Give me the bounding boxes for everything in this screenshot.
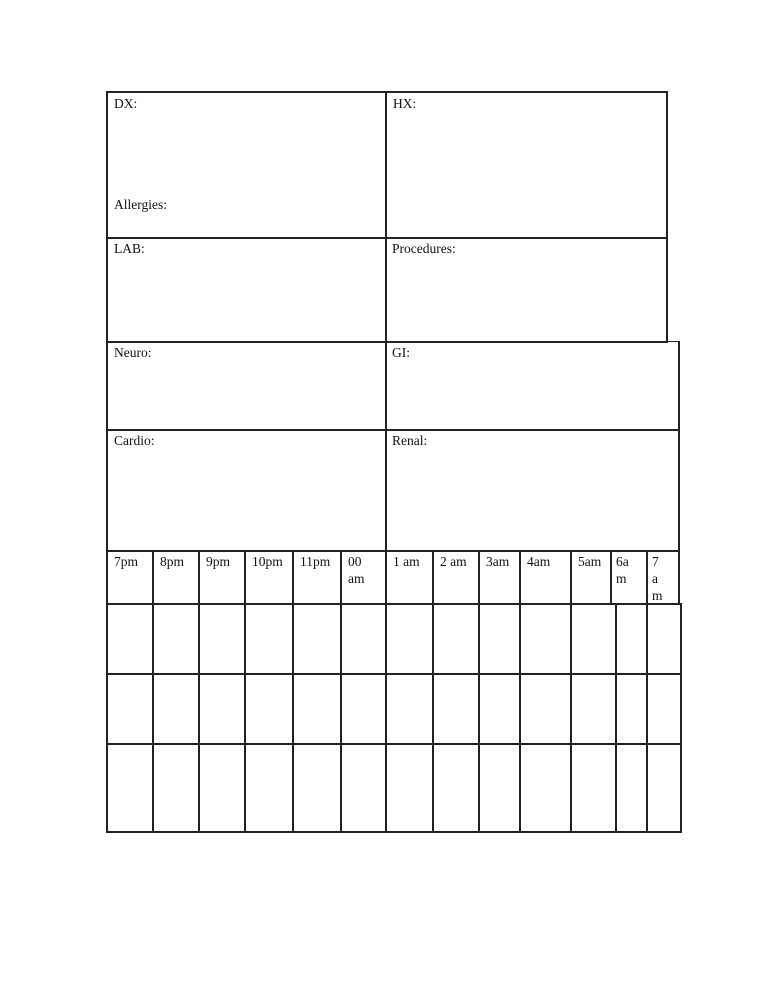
- grid-cell: [432, 743, 480, 833]
- allergies-label: Allergies:: [114, 197, 167, 212]
- hour-label: 5am: [578, 554, 602, 569]
- gi-box: [385, 341, 680, 431]
- cardio-box: [106, 429, 387, 552]
- hour-label: 3am: [486, 554, 510, 569]
- hour-label: 6am: [616, 554, 629, 586]
- grid-cell: [432, 673, 480, 745]
- neuro-label: Neuro:: [114, 345, 152, 360]
- procedures-box: [385, 237, 668, 343]
- grid-cell: [615, 673, 648, 745]
- grid-cell: [292, 603, 342, 675]
- grid-cell: [646, 743, 682, 833]
- grid-cell: [198, 603, 246, 675]
- hour-label: 7pm: [114, 554, 139, 569]
- neuro-box: [106, 341, 387, 431]
- hour-label: 9pm: [206, 554, 231, 569]
- grid-cell: [244, 743, 294, 833]
- hx-box: [385, 91, 668, 239]
- lab-label: LAB:: [114, 241, 145, 256]
- lab-box: [106, 237, 387, 343]
- hour-label: 8pm: [160, 554, 185, 569]
- hour-label: 11pm: [300, 554, 331, 569]
- renal-label: Renal:: [392, 433, 428, 448]
- grid-cell: [570, 673, 617, 745]
- grid-cell: [198, 743, 246, 833]
- renal-box: [385, 429, 680, 552]
- grid-cell: [152, 743, 200, 833]
- hour-header: [340, 550, 387, 605]
- grid-cell: [519, 673, 572, 745]
- grid-cell: [106, 743, 154, 833]
- hour-label: 1 am: [393, 554, 420, 569]
- grid-cell: [646, 603, 682, 675]
- hour-header: [198, 550, 246, 605]
- gi-label: GI:: [392, 345, 410, 360]
- grid-cell: [340, 673, 387, 745]
- grid-cell: [152, 603, 200, 675]
- grid-cell: [478, 743, 521, 833]
- grid-cell: [292, 743, 342, 833]
- grid-cell: [198, 673, 246, 745]
- hour-header: [292, 550, 342, 605]
- grid-cell: [478, 673, 521, 745]
- grid-cell: [292, 673, 342, 745]
- grid-cell: [570, 743, 617, 833]
- procedures-label: Procedures:: [392, 241, 456, 256]
- hour-header: [570, 550, 612, 605]
- grid-cell: [340, 743, 387, 833]
- grid-cell: [646, 673, 682, 745]
- grid-cell: [519, 603, 572, 675]
- hour-header: [244, 550, 294, 605]
- grid-cell: [152, 673, 200, 745]
- hour-label: 2 am: [440, 554, 467, 569]
- grid-cell: [385, 603, 434, 675]
- grid-cell: [432, 603, 480, 675]
- hx-label: HX:: [393, 96, 417, 111]
- hour-header: [106, 550, 154, 605]
- hour-header: [519, 550, 572, 605]
- dx-box: [106, 91, 387, 239]
- hour-label: 10pm: [252, 554, 283, 569]
- hour-header: [478, 550, 521, 605]
- cardio-label: Cardio:: [114, 433, 155, 448]
- grid-cell: [106, 603, 154, 675]
- hour-header: [152, 550, 200, 605]
- grid-cell: [106, 673, 154, 745]
- grid-cell: [615, 743, 648, 833]
- grid-cell: [385, 743, 434, 833]
- grid-cell: [244, 603, 294, 675]
- grid-cell: [519, 743, 572, 833]
- grid-cell: [478, 603, 521, 675]
- grid-cell: [385, 673, 434, 745]
- hour-label: 00 am: [348, 554, 365, 586]
- hour-header: [610, 550, 648, 605]
- hour-label: 4am: [527, 554, 551, 569]
- grid-cell: [244, 673, 294, 745]
- grid-cell: [570, 603, 617, 675]
- hour-label: 7am: [652, 554, 663, 603]
- hour-header: [646, 550, 680, 605]
- dx-label: DX:: [114, 96, 138, 111]
- grid-cell: [340, 603, 387, 675]
- grid-cell: [615, 603, 648, 675]
- hour-header: [432, 550, 480, 605]
- hour-header: [385, 550, 434, 605]
